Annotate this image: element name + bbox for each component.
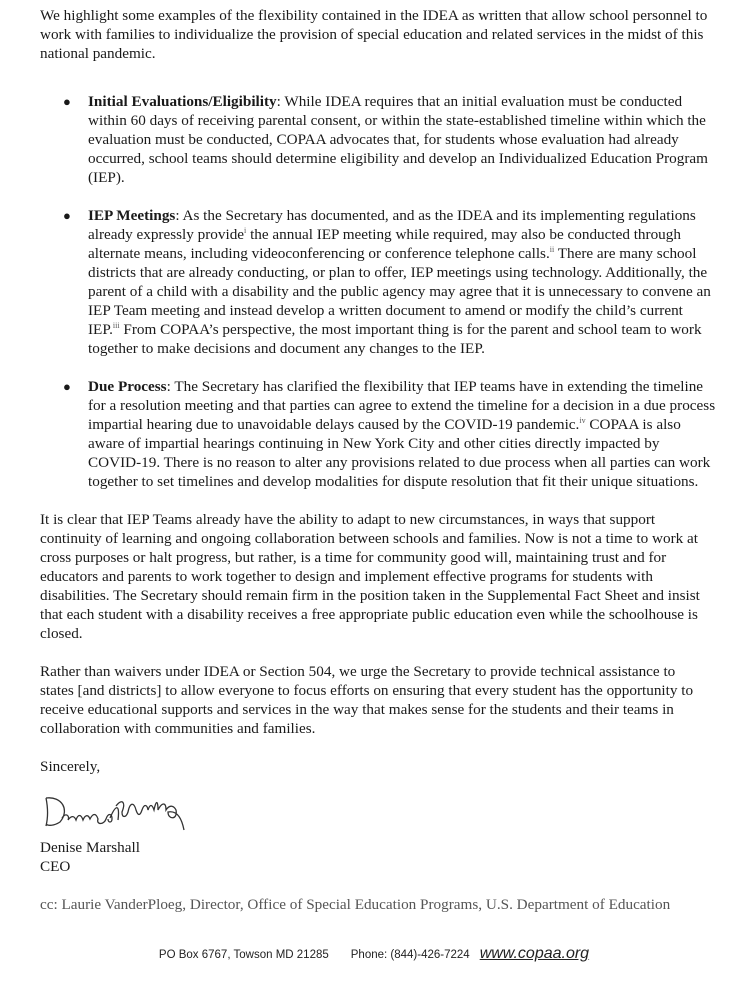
endnote-ref[interactable]: iv (579, 416, 586, 425)
footer-phone: Phone: (844)-426-7224 (350, 949, 470, 961)
footer-address: PO Box 6767, Towson MD 21285 (158, 949, 329, 961)
endnote-ref[interactable]: i (244, 226, 247, 235)
bullet-label: Due Process (88, 378, 167, 395)
footer-website-link[interactable]: www.copaa.org (479, 945, 590, 962)
bullet-icon: ● (63, 379, 71, 394)
cc-line (40, 895, 712, 914)
bullet-text: From COPAA’s perspective, the most important thing is for the parent and school team to work together to make decisions and document any changes to the IEP. (88, 321, 702, 357)
bullet-text: the annual IEP meeting while required, may also be conducted through alternate means, including videoconferencing or conference telephone calls. (88, 226, 681, 262)
endnote-ref[interactable]: iii (112, 321, 120, 330)
bullet-text: : The Secretary has clarified the flexibility that IEP teams have in extending the timeline for a resolution meeting and that parties can agree to extend the timeline for a decision in a due process impartial hearing due to unavoidable delays caused by the COVID-19 pandemic. (88, 378, 716, 433)
cc-label: cc: (40, 896, 58, 913)
paragraph-iep-teams: It is clear that IEP Teams already have the ability to adapt to new circumstances, in ways that support continuity of learning and ongoing collaboration between schools and families. Now is not a time to work at cross purposes or halt progress, but rather, is a time for community good will, maintaining trust and for educators and parents to work together to design and implement effective programs for students with disabilities. The Secretary should remain firm in the position taken in the Supplemental Fact Sheet and insist that each student with a disability receives a free appropriate public education even while the schoolhouse is closed. (40, 511, 700, 642)
bullet-text: : While IDEA requires that an initial evaluation must be conducted within 60 days of receiving parental consent, or within the state-established timeline within which the evaluation must be conducted, COPAA advocates that, for students whose evaluation had already occurred, school teams should determine eligibility and develop an Individualized Education Program (IEP). (88, 93, 708, 186)
bullet-text: There are many school districts that are already conducting, or plan to offer, IEP meetings using technology. Additionally, the parent of a child with a disability and the public agency may agree that it is unnecessary to convene an IEP Team meeting and instead develop a written document to amend or modify the child’s current IEP. (88, 245, 711, 338)
closing: Sincerely, (40, 758, 101, 775)
letterhead-footer (0, 944, 748, 965)
bullet-label: IEP Meetings (88, 207, 176, 224)
signer-name: Denise Marshall (40, 839, 140, 856)
signer-title: CEO (40, 858, 71, 875)
bullet-text: COPAA is also aware of impartial hearings continuing in New York City and other cities directly impacted by COVID-19. There is no reason to alter any provisions related to due process when all parties can work together to set timelines and develop modalities for dispute resolution that fit their unique situations. (88, 416, 711, 490)
bullet-icon: ● (63, 208, 71, 223)
endnote-ref[interactable]: ii (549, 245, 555, 254)
bullet-text: : As the Secretary has documented, and as the IDEA and its implementing regulations already expressly provide (88, 207, 696, 243)
paragraph-rather-than-waivers: Rather than waivers under IDEA or Section 504, we urge the Secretary to provide technical assistance to states [and districts] to allow everyone to focus efforts on ensuring that every student has the opportunity to receive educational supports and services in the way that makes sense for the students and their teams in collaboration with communities and families. (40, 663, 694, 737)
bullet-iep-meetings (63, 206, 716, 358)
signature-image (40, 790, 220, 838)
bullet-label: Initial Evaluations/Eligibility (88, 93, 277, 110)
bullet-initial-evaluations (63, 92, 716, 187)
cc-text: Laurie VanderPloeg, Director, Office of Special Education Programs, U.S. Department of Education (57, 896, 671, 913)
intro-paragraph: We highlight some examples of the flexibility contained in the IDEA as written that allow school personnel to work with families to individualize the provision of special education and related services in the midst of this national pandemic. (40, 7, 708, 62)
bullet-icon: ● (63, 94, 71, 109)
bullet-due-process (63, 377, 716, 491)
